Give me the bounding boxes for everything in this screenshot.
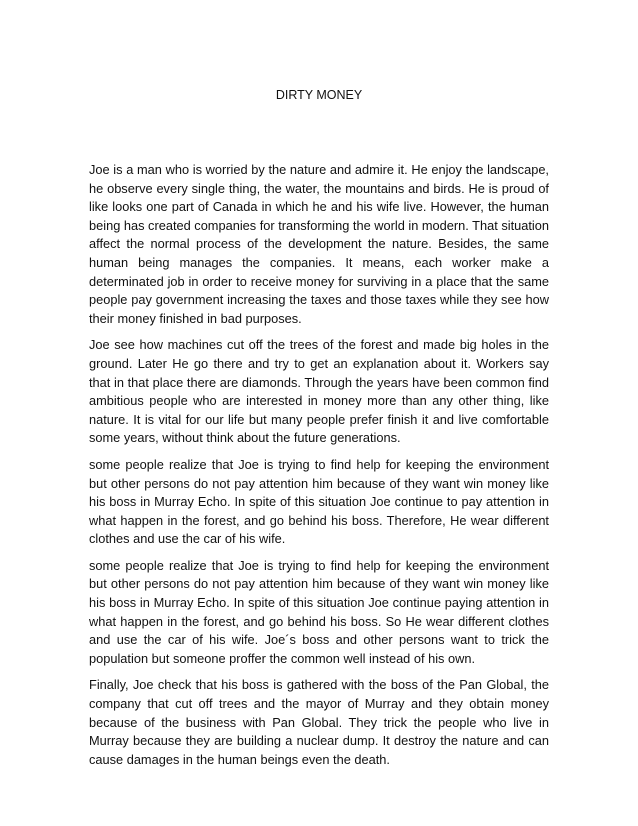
document-body xyxy=(89,161,549,777)
paragraph-2: Joe see how machines cut off the trees of the forest and made big holes in the ground. Later He go there and try to get an explanation about it. Workers say that in that place there are diamonds. Through the years have been common find ambitious people who are interested in money more than any other thing, like nature. It is vital for our life but many people prefer finish it and live comfortable some years, without think about the future generations. xyxy=(89,337,549,446)
paragraph-4: some people realize that Joe is trying to find help for keeping the environment but other persons do not pay attention him because of they want win money like his boss in Murray Echo. In spite of this situation Joe continue paying attention in what happen in the forest, and go behind his boss. So He wear different clothes and use the car of his wife. Joe´s boss and other persons want to trick the population but someone proffer the common well instead of his own. xyxy=(89,557,549,666)
paragraph-5: Finally, Joe check that his boss is gathered with the boss of the Pan Global, the company that cut off trees and the mayor of Murray and they obtain money because of the business with Pan Global. They trick the people who live in Murray because they are building a nuclear dump. It destroy the nature and can cause damages in the human beings even the death. xyxy=(89,677,549,767)
paragraph-1: Joe is a man who is worried by the nature and admire it. He enjoy the landscape, he observe every single thing, the water, the mountains and birds. He is proud of like looks one part of Canada in which he and his wife live. However, the human being has created companies for transforming the world in modern. That situation affect the normal process of the development the nature. Besides, the same human being manages the companies. It means, each worker make a determinated job in order to receive money for surviving in a place that the same people pay government increasing the taxes and those taxes while they see how their money finished in bad purposes. xyxy=(89,162,549,326)
paragraph-3: some people realize that Joe is trying to find help for keeping the environment but other persons do not pay attention him because of they want win money like his boss in Murray Echo. In spite of this situation Joe continue to pay attention in what happen in the forest, and go behind his boss. Therefore, He wear different clothes and use the car of his wife. xyxy=(89,456,549,547)
document-title: DIRTY MONEY xyxy=(275,88,363,102)
